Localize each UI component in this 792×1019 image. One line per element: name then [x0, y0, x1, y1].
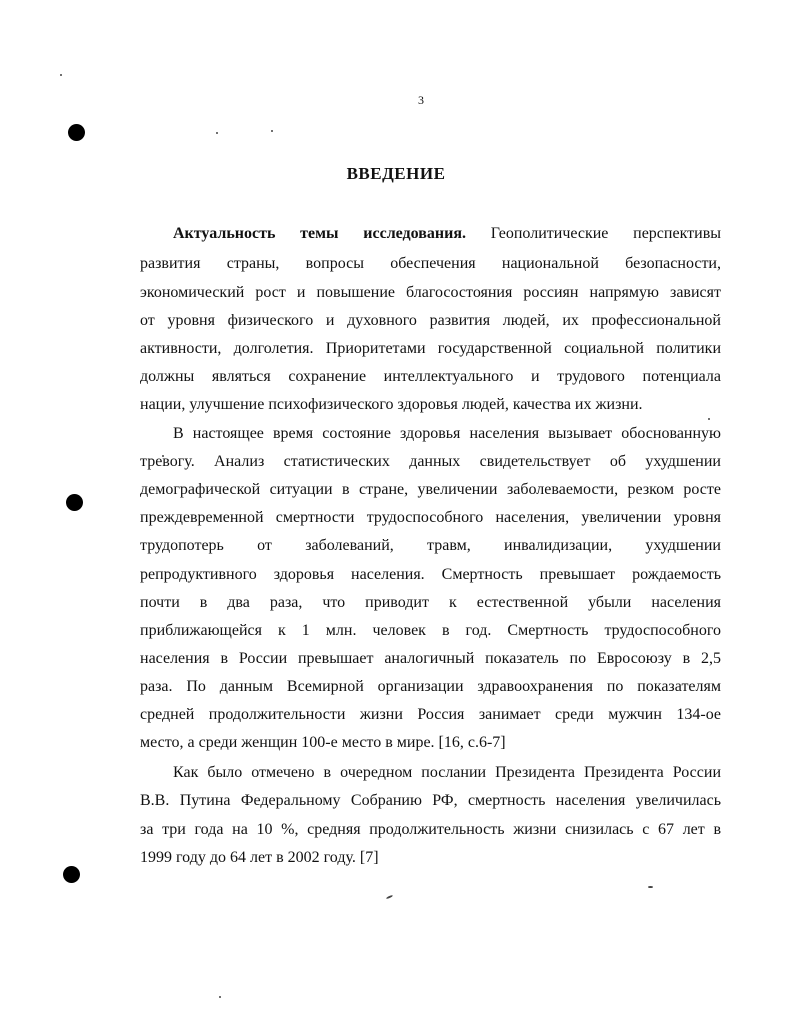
section-heading: ВВЕДЕНИЕ — [346, 164, 446, 183]
text-line: от уровня физического и духовного развития людей, их профессиональной — [140, 312, 721, 329]
text-line: Как было отмечено в очередном послании Президента Президента России — [173, 764, 721, 781]
text-line: экономический рост и повышение благосостояния россиян напрямую зависят — [140, 284, 721, 301]
text-line: В настоящее время состояние здоровья населения вызывает обоснованную — [173, 425, 721, 442]
text-line: должны являться сохранение интеллектуального и трудового потенциала — [140, 368, 721, 385]
text-line: В.В. Путина Федеральному Собранию РФ, смертность населения увеличилась — [140, 792, 721, 809]
text-line: почти в два раза, что приводит к естественной убыли населения — [140, 594, 721, 611]
text-line: нации, улучшение психофизического здоровья людей, качества их жизни. — [140, 396, 643, 413]
scan-speck — [60, 74, 62, 76]
scan-speck — [271, 130, 273, 132]
text-line: место, а среди женщин 100-е место в мире. [16, с.6-7] — [140, 734, 506, 751]
paragraph-lead: Актуальность темы исследования. — [173, 225, 466, 242]
scan-speck — [219, 996, 221, 998]
text-line: тревогу. Анализ статистических данных свидетельствует об ухудшении — [140, 453, 721, 470]
text-line: раза. По данным Всемирной организации здравоохранения по показателям — [140, 678, 721, 695]
text-line: демографической ситуации в стране, увеличении заболеваемости, резком росте — [140, 481, 721, 498]
binder-hole-bottom — [63, 866, 80, 883]
page-number: 3 — [418, 93, 424, 107]
text-line: преждевременной смертности трудоспособного населения, увеличении уровня — [140, 509, 721, 526]
text-line: средней продолжительности жизни Россия занимает среди мужчин 134-ое — [140, 706, 721, 723]
text-line: 1999 году до 64 лет в 2002 году. [7] — [140, 849, 379, 866]
text-line: Актуальность темы исследования. Геополитические перспективы — [173, 225, 721, 242]
text-line: приближающейся к 1 млн. человек в год. Смертность трудоспособного — [140, 622, 721, 639]
binder-hole-middle — [66, 494, 83, 511]
text-line: населения в России превышает аналогичный показатель по Евросоюзу в 2,5 — [140, 650, 721, 667]
text-line: трудопотерь от заболеваний, травм, инвалидизации, ухудшении — [140, 537, 721, 554]
text-line: репродуктивного здоровья населения. Смертность превышает рождаемость — [140, 566, 721, 583]
scan-speck — [708, 418, 710, 420]
text-line: активности, долголетия. Приоритетами государственной социальной политики — [140, 340, 721, 357]
text-line: за три года на 10 %, средняя продолжительность жизни снизилась с 67 лет в — [140, 821, 721, 838]
scan-speck — [648, 886, 653, 888]
binder-hole-top — [68, 124, 85, 141]
scan-speck — [216, 132, 218, 134]
scan-speck — [386, 895, 393, 900]
text-line: развития страны, вопросы обеспечения национальной безопасности, — [140, 255, 721, 272]
